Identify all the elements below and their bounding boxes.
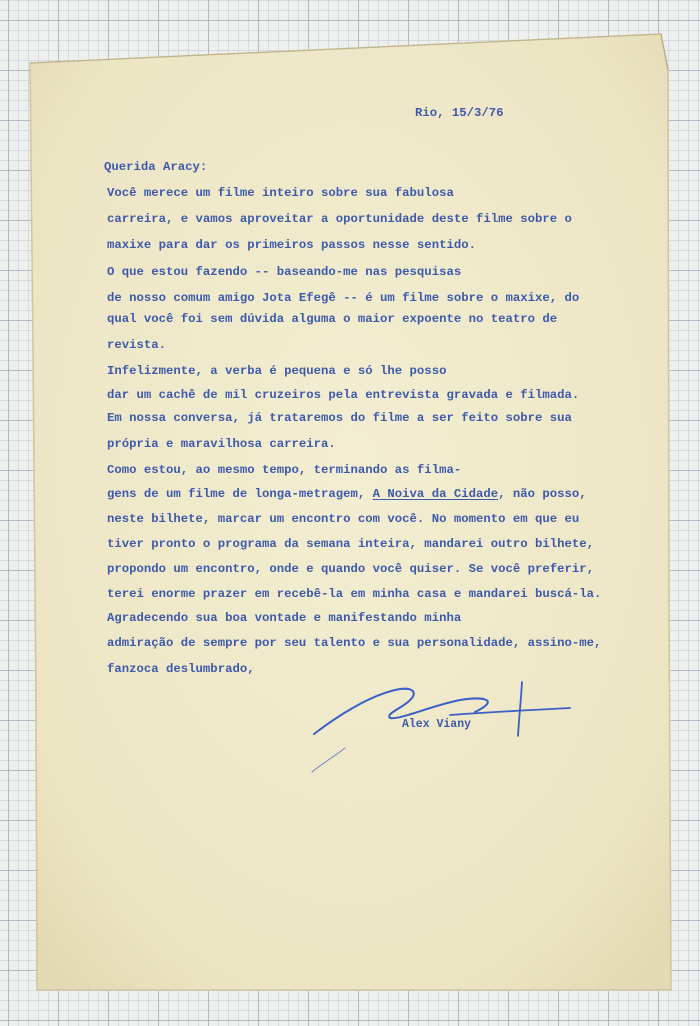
letter-line-text: gens de um filme de longa-metragem, [107, 487, 373, 501]
letter-date: Rio, 15/3/76 [415, 106, 504, 120]
letter-line: dar um cachê de mil cruzeiros pela entrevista gravada e filmada. [107, 388, 580, 402]
letter-line: admiração de sempre por seu talento e sua personalidade, assino-me, [107, 636, 602, 650]
letter-line-text: , não posso, [498, 487, 587, 501]
letter-line: O que estou fazendo -- baseando-me nas pesquisas [107, 265, 462, 279]
letter-line: terei enorme prazer em recebê-la em minha casa e mandarei buscá-la. [107, 587, 602, 601]
signature-name: Alex Viany [402, 718, 472, 731]
letter-line: Infelizmente, a verba é pequena e só lhe posso [107, 364, 447, 378]
letter-line: Você merece um filme inteiro sobre sua fabulosa [107, 186, 454, 200]
letter-line: carreira, e vamos aproveitar a oportunidade deste filme sobre o [107, 212, 572, 226]
letter-line: fanzoca deslumbrado, [107, 662, 255, 676]
letter-line: tiver pronto o programa da semana inteira, mandarei outro bilhete, [107, 537, 595, 551]
letter-line: de nosso comum amigo Jota Efegê -- é um filme sobre o maxixe, do [107, 291, 580, 305]
letter-salutation: Querida Aracy: [104, 160, 208, 174]
film-title: A Noiva da Cidade [372, 487, 499, 501]
letter-line: propondo um encontro, onde e quando você quiser. Se você preferir, [107, 562, 595, 576]
letter-line: qual você foi sem dúvida alguma o maior expoente no teatro de [107, 312, 558, 326]
letter-line: Como estou, ao mesmo tempo, terminando as filma- [107, 463, 462, 477]
letter-line: Agradecendo sua boa vontade e manifestando minha [107, 611, 462, 625]
letter-line: neste bilhete, marcar um encontro com você. No momento em que eu [107, 512, 580, 526]
letter-line: revista. [107, 338, 167, 352]
letter-line: maxixe para dar os primeiros passos nesse sentido. [107, 238, 476, 252]
letter-line: própria e maravilhosa carreira. [107, 437, 336, 451]
letter-line-with-title [107, 487, 587, 501]
letter-line: Em nossa conversa, já trataremos do filme a ser feito sobre sua [107, 411, 572, 425]
